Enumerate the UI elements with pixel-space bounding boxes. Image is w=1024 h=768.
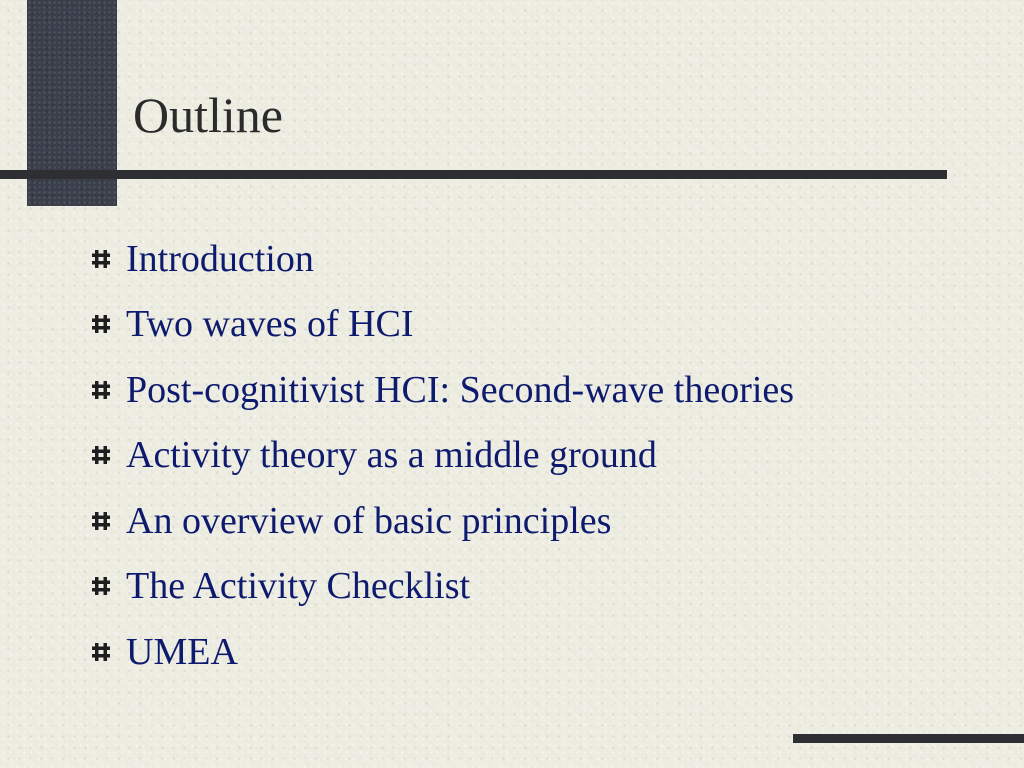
hash-bullet-icon	[90, 510, 112, 532]
bullet-text: Activity theory as a middle ground	[126, 434, 657, 477]
bullet-item	[90, 619, 794, 685]
bullet-text: Introduction	[126, 237, 314, 280]
hash-bullet-icon	[90, 248, 112, 270]
bullet-item	[90, 488, 794, 554]
slide-title: Outline	[133, 87, 283, 143]
footer-divider	[793, 734, 1024, 743]
hash-bullet-icon	[90, 444, 112, 466]
bullet-text: UMEA	[126, 630, 238, 673]
title-divider	[0, 170, 947, 179]
bullet-item	[90, 554, 794, 620]
bullet-item	[90, 357, 794, 423]
bullet-list	[90, 226, 794, 685]
hash-bullet-icon	[90, 313, 112, 335]
hash-bullet-icon	[90, 379, 112, 401]
bullet-item	[90, 423, 794, 489]
bullet-text: Post-cognitivist HCI: Second-wave theories	[126, 368, 795, 411]
bullet-item	[90, 292, 794, 358]
bullet-item	[90, 226, 794, 292]
bullet-text: An overview of basic principles	[126, 499, 612, 542]
bullet-text: Two waves of HCI	[126, 303, 414, 346]
hash-bullet-icon	[90, 575, 112, 597]
bullet-text: The Activity Checklist	[126, 565, 471, 608]
hash-bullet-icon	[90, 641, 112, 663]
